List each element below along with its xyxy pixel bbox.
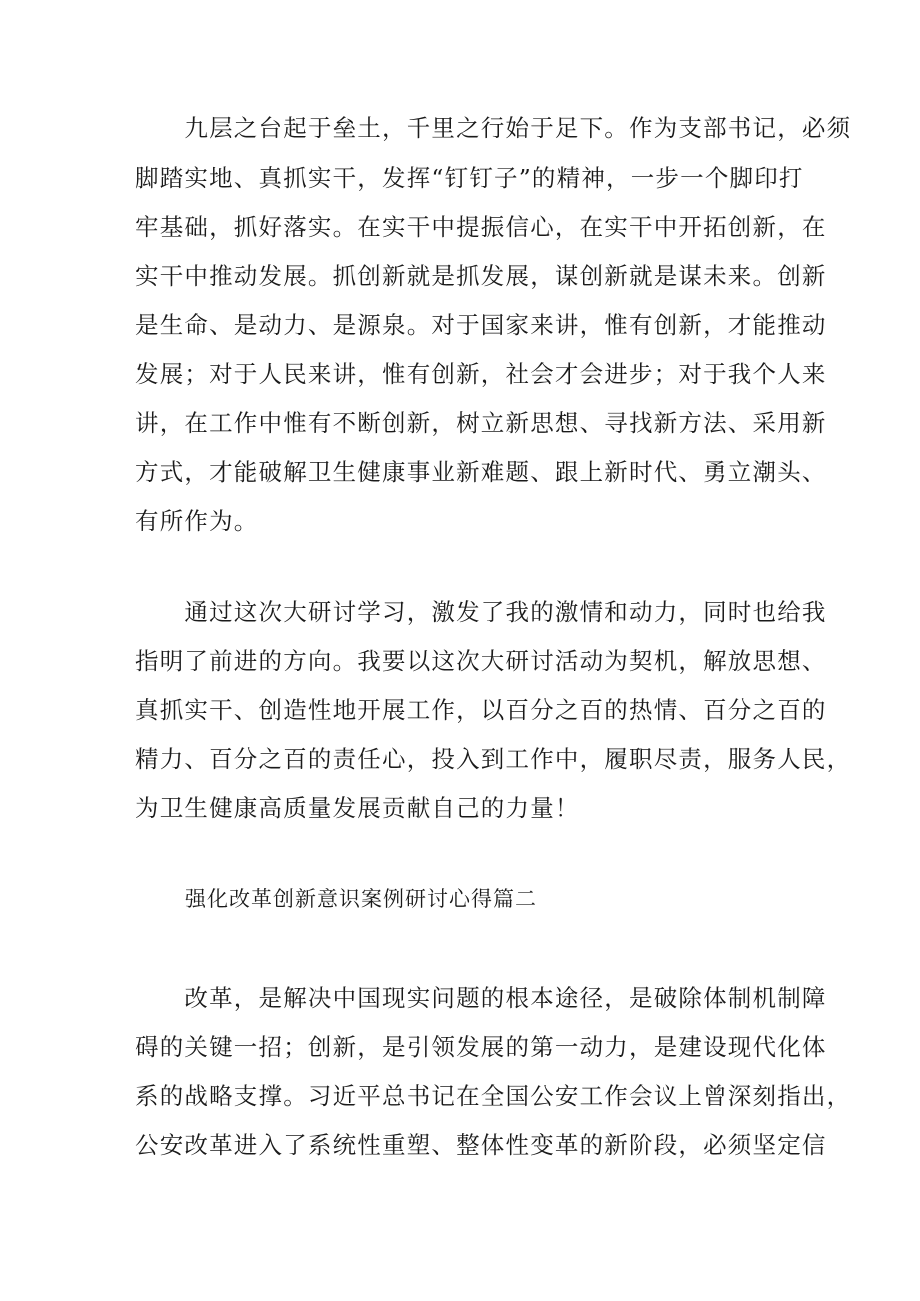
paragraph-2-line: 指明了前进的方向。我要以这次大研讨活动为契机，解放思想、 <box>135 647 827 675</box>
paragraph-1-line: 讲，在工作中惟有不断创新，树立新思想、寻找新方法、采用新 <box>135 409 827 437</box>
paragraph-3-line: 碍的关键一招；创新，是引领发展的第一动力，是建设现代化体 <box>135 1033 827 1061</box>
paragraph-1-line: 牢基础，抓好落实。在实干中提振信心，在实干中开拓创新，在 <box>135 213 827 241</box>
paragraph-3-line: 公安改革进入了系统性重塑、整体性变革的新阶段，必须坚定信 <box>135 1131 827 1159</box>
paragraph-2-line: 通过这次大研讨学习，激发了我的激情和动力，同时也给我 <box>135 598 827 626</box>
section-heading: 强化改革创新意识案例研讨心得篇二 <box>185 887 537 911</box>
paragraph-1-line: 有所作为。 <box>135 507 259 535</box>
paragraph-2-line: 精力、百分之百的责任心，投入到工作中，履职尽责，服务人民， <box>135 745 852 773</box>
paragraph-1-line: 是生命、是动力、是源泉。对于国家来讲，惟有创新，才能推动 <box>135 311 827 339</box>
paragraph-3-line: 改革，是解决中国现实问题的根本途径，是破除体制机制障 <box>135 984 827 1012</box>
paragraph-3-line: 系的战略支撑。习近平总书记在全国公安工作会议上曾深刻指出， <box>135 1082 852 1110</box>
paragraph-1-line: 实干中推动发展。抓创新就是抓发展，谋创新就是谋未来。创新 <box>135 262 827 290</box>
paragraph-1-line: 发展；对于人民来讲，惟有创新，社会才会进步；对于我个人来 <box>135 360 827 388</box>
paragraph-1-line: 脚踏实地、真抓实干，发挥“钉钉子”的精神，一步一个脚印打 <box>135 164 804 192</box>
paragraph-2-line: 为卫生健康高质量发展贡献自己的力量！ <box>135 794 580 822</box>
paragraph-1-line: 方式，才能破解卫生健康事业新难题、跟上新时代、勇立潮头、 <box>135 458 827 486</box>
paragraph-2-line: 真抓实干、创造性地开展工作，以百分之百的热情、百分之百的 <box>135 696 827 724</box>
paragraph-1-line: 九层之台起于垒土，千里之行始于足下。作为支部书记，必须 <box>135 114 852 142</box>
